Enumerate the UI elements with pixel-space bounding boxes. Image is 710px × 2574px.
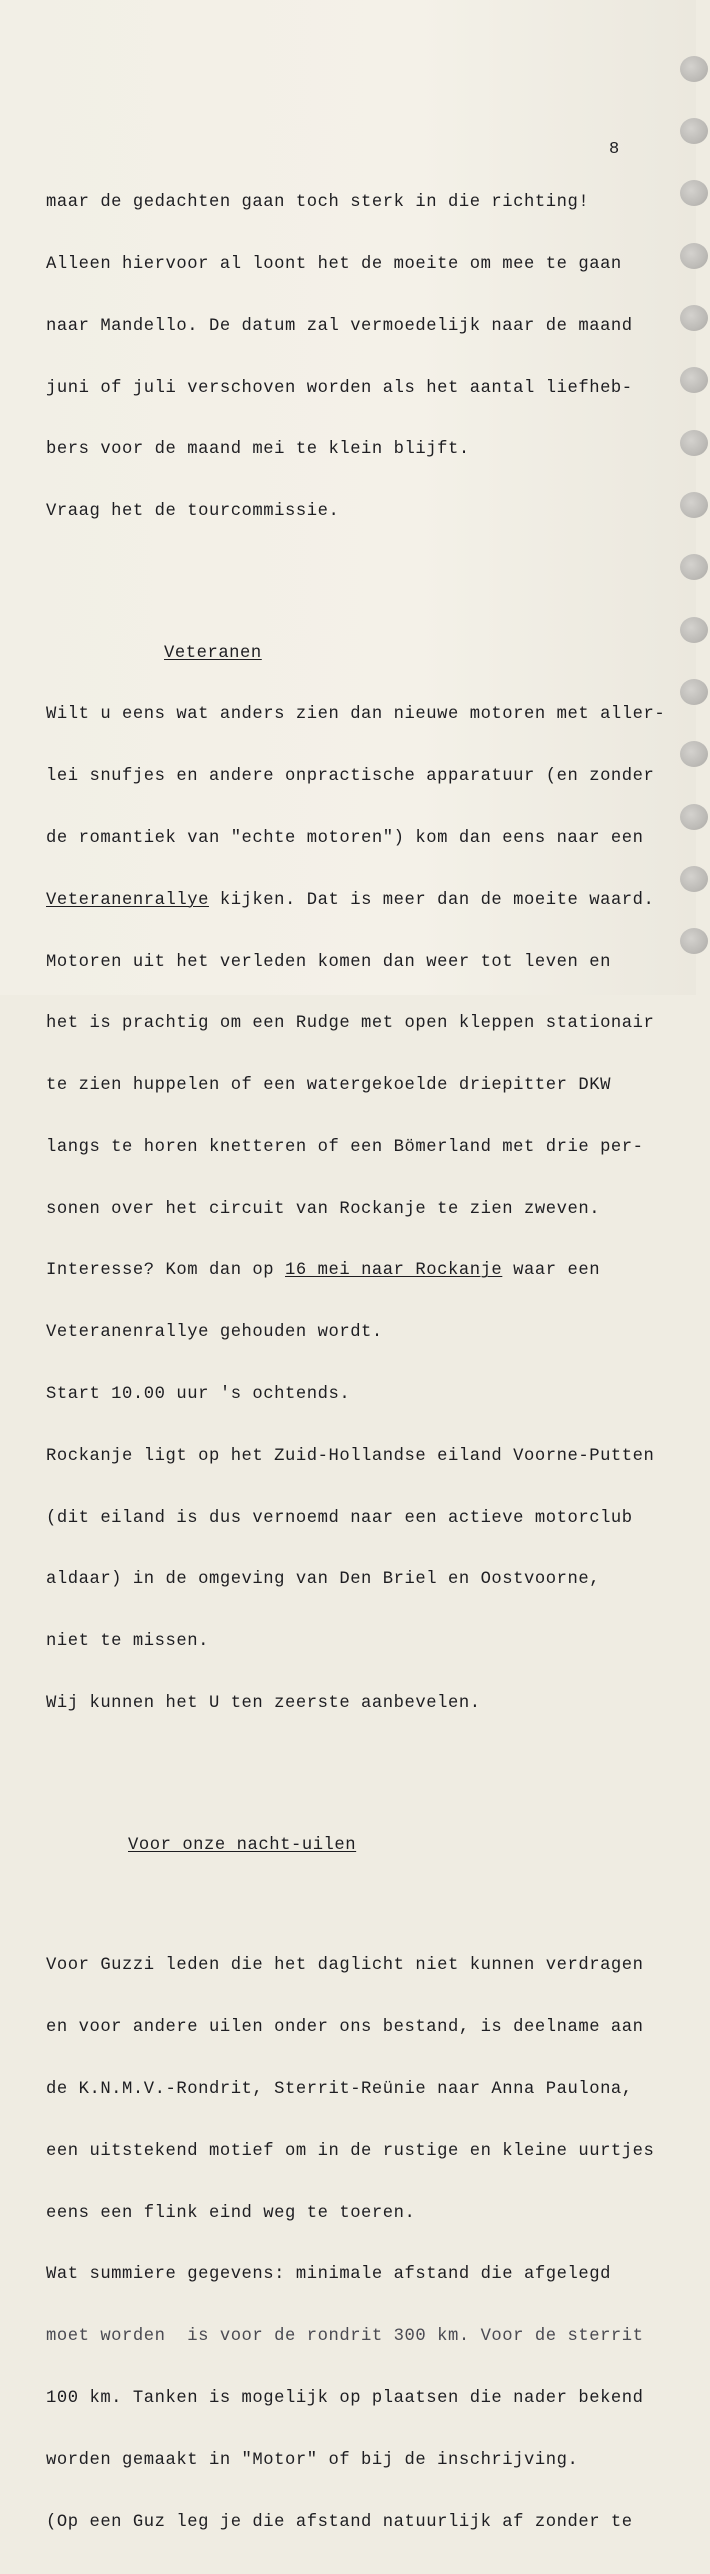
binder-hole [680,679,708,705]
underlined-term: Veteranenrallye [46,890,209,910]
section-heading-nacht-uilen [46,1836,646,1857]
text-line: Voor Guzzi leden die het daglicht niet kunnen verdragen [46,1956,644,1976]
text-line: Wat summiere gegevens: minimale afstand die afgelegd [46,2265,611,2285]
binder-hole [680,804,708,830]
text-line: (Op een Guz leg je die afstand natuurlijk af zonder te [46,2512,633,2532]
text-line: (dit eiland is dus vernoemd naar een actieve motorclub [46,1508,633,1528]
text-line: 100 km. Tanken is mogelijk op plaatsen die nader bekend [46,2388,644,2408]
text-line: aldaar) in de omgeving van Den Briel en Oostvoorne, [46,1570,601,1590]
text-line: juni of juli verschoven worden als het aantal liefheb- [46,378,633,398]
text-line: Motoren uit het verleden komen dan weer tot leven en [46,952,611,972]
text-line: Wij kunnen het U ten zeerste aanbevelen. [46,1693,481,1713]
text-line: sonen over het circuit van Rockanje te zien zweven. [46,1199,601,1219]
binder-hole [680,866,708,892]
binder-hole [680,928,708,954]
heading-text: Veteranen [164,643,262,663]
binder-hole [680,430,708,456]
text-line [46,890,655,912]
text-line: te zien huppelen of een watergekoelde driepitter DKW [46,1076,611,1096]
text-line: lei snufjes en andere onpractische apparatuur (en zonder [46,767,655,787]
binder-hole [680,492,708,518]
text-line: de K.N.M.V.-Rondrit, Sterrit-Reünie naar Anna Paulona, [46,2080,633,2100]
text-line: moet worden is voor de rondrit 300 km. Voor de sterrit [46,2327,644,2347]
text-fragment: waar een [502,1261,601,1281]
text-fragment: kijken. Dat is meer dan de moeite waard. [208,890,655,910]
heading-text: Voor onze nacht-uilen [128,1835,357,1855]
text-line: Alleen hiervoor al loont het de moeite om mee te gaan [46,254,622,274]
binder-hole [680,180,708,206]
text-line: bers voor de maand mei te klein blijft. [46,440,470,460]
text-line: een uitstekend motief om in de rustige en kleine uurtjes [46,2141,655,2161]
text-line: maar de gedachten gaan toch sterk in die richting! [46,193,590,213]
underlined-date: 16 mei naar Rockanje [285,1261,503,1281]
text-fragment: Interesse? Kom dan op [46,1261,286,1281]
text-line: niet te missen. [46,1632,209,1652]
binder-hole [680,554,708,580]
binder-hole [680,305,708,331]
text-line: naar Mandello. De datum zal vermoedelijk naar de maand [46,316,633,336]
text-line: Start 10.00 uur 's ochtends. [46,1385,351,1405]
text-line: Vraag het de tourcommissie. [46,502,340,522]
binder-hole [680,243,708,269]
page-number: 8 [609,140,621,159]
text-line: en voor andere uilen onder ons bestand, is deelname aan [46,2018,644,2038]
binder-hole [680,741,708,767]
binder-hole [680,118,708,144]
body-text [46,152,666,2574]
text-line: langs te horen knetteren of een Bömerland met drie per- [46,1137,644,1157]
binder-hole [680,367,708,393]
binder-hole [680,56,708,82]
text-line: de romantiek van "echte motoren") kom dan eens naar een [46,829,644,848]
text-line: worden gemaakt in "Motor" of bij de inschrijving. [46,2450,579,2470]
text-line: Veteranenrallye gehouden wordt. [46,1323,383,1343]
text-line [46,1261,646,1282]
text-line: Rockanje ligt op het Zuid-Hollandse eiland Voorne-Putten [46,1446,655,1466]
text-line: Wilt u eens wat anders zien dan nieuwe motoren met aller- [46,705,666,725]
section-heading-veteranen [46,644,646,665]
text-line: het is prachtig om een Rudge met open kleppen stationair [46,1014,655,1034]
text-line: eens een flink eind weg te toeren. [46,2203,416,2223]
binder-holes [680,0,710,995]
binder-hole [680,617,708,643]
